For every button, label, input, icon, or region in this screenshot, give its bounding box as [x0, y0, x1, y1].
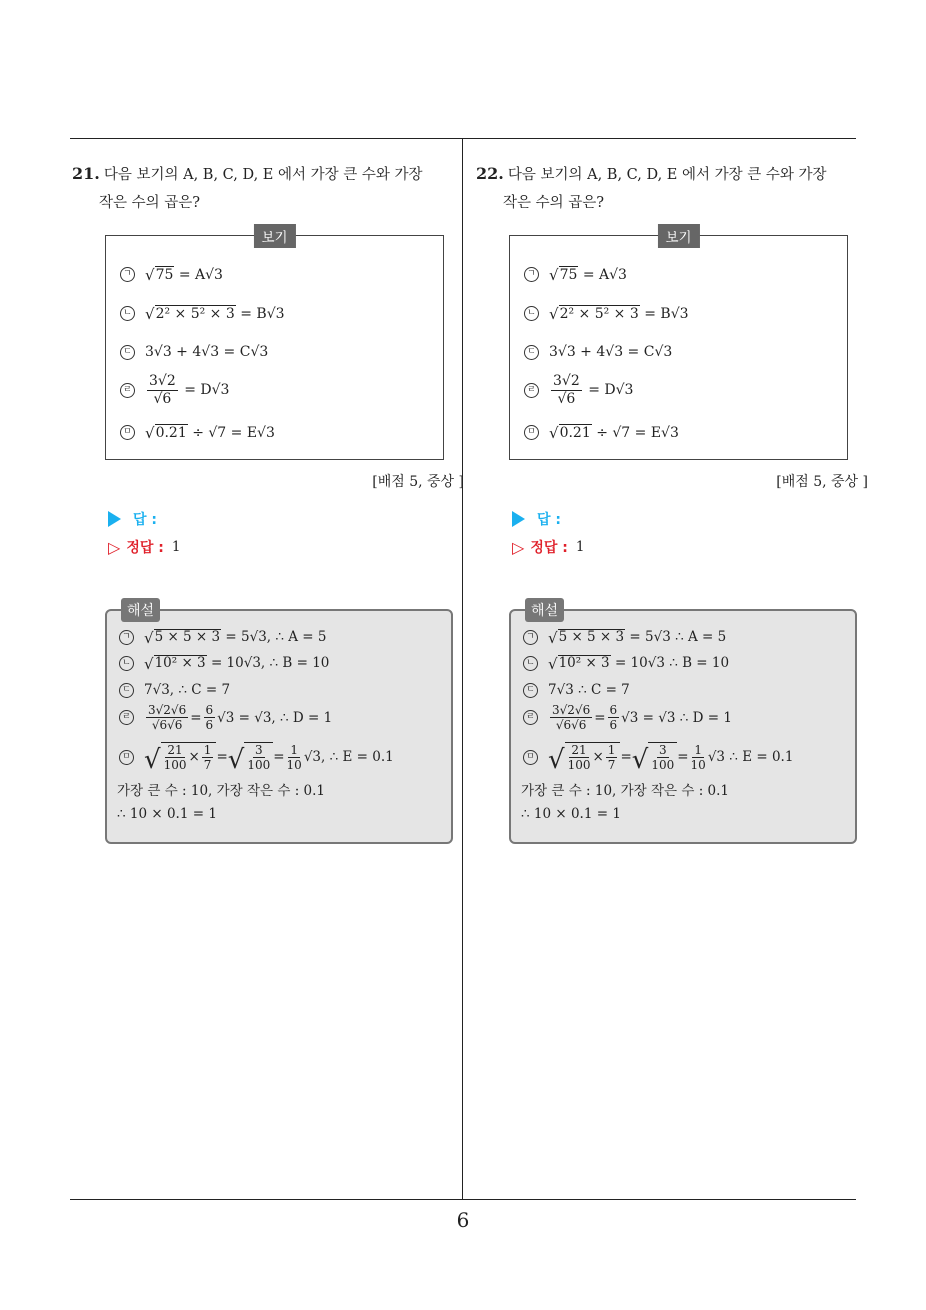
question-text: 다음 보기의 A, B, C, D, E 에서 가장 큰 수와 가장 [507, 167, 827, 183]
explanation-line-c: ㄷ 7√3, ∴ C = 7 [119, 682, 230, 698]
circled-marker-icon: ㄱ [523, 630, 538, 645]
explanation-line-result: ∴ 10 × 0.1 = 1 [117, 806, 217, 822]
explanation-line-d: ㄹ $\frac{3√2√6}{√6√6}$ = $\frac{6}{6}$ √3 = √3 ∴ D = 1 [523, 703, 732, 733]
bogi-item-a: ㄱ √ 75 = A√3 [120, 266, 223, 283]
bogi-item-e: ㅁ √ 0.21 ÷ √7 = E√3 [120, 424, 275, 441]
circled-marker-icon: ㄱ [119, 630, 134, 645]
explanation-line-e: ㅁ √ $\frac{21}{100}$ × $\frac{1}{7}$ = √ $\frac{3}{100}$ = $\frac{1}{10}$ √3, ∴ E = 0.1 [119, 742, 394, 773]
page-number: 6 [456, 1208, 470, 1232]
explanation-box [105, 603, 453, 844]
bogi-label: 보기 [657, 224, 699, 248]
explanation-line-e: ㅁ √ $\frac{21}{100}$ × $\frac{1}{7}$ = √ $\frac{3}{100}$ = $\frac{1}{10}$ √3 ∴ E = 0.1 [523, 742, 793, 773]
circled-marker-icon: ㅁ [120, 425, 135, 440]
circled-marker-icon: ㄱ [120, 267, 135, 282]
question-text-cont: 작은 수의 곱은? [503, 195, 605, 211]
answer-label: 답 : [537, 512, 561, 528]
circled-marker-icon: ㄷ [119, 683, 134, 698]
outline-triangle-icon: ▷ [108, 537, 121, 557]
circled-marker-icon: ㅁ [524, 425, 539, 440]
bogi-item-a: ㄱ √ 75 = A√3 [524, 266, 627, 283]
correct-answer-row [512, 537, 860, 557]
circled-marker-icon: ㄴ [119, 656, 134, 671]
correct-answer-row [108, 537, 456, 557]
circled-marker-icon: ㄷ [120, 345, 135, 360]
explanation-line-b: ㄴ √ 10² × 3 = 10√3, ∴ B = 10 [119, 655, 329, 672]
bogi-item-e: ㅁ √ 0.21 ÷ √7 = E√3 [524, 424, 679, 441]
question-21 [72, 160, 464, 844]
explanation-line-c: ㄷ 7√3 ∴ C = 7 [523, 682, 630, 698]
circled-marker-icon: ㄹ [120, 383, 135, 398]
bogi-box [509, 230, 848, 460]
bogi-item-b: ㄴ √ 2² × 5² × 3 = B√3 [120, 305, 285, 322]
circled-marker-icon: ㄴ [120, 306, 135, 321]
circled-marker-icon: ㄷ [524, 345, 539, 360]
question-number: 22. [476, 164, 504, 183]
play-triangle-icon [108, 511, 121, 527]
circled-marker-icon: ㄹ [523, 710, 538, 725]
answer-label: 답 : [133, 512, 157, 528]
circled-marker-icon: ㅁ [119, 750, 134, 765]
explanation-label: 해설 [525, 598, 564, 622]
bogi-label: 보기 [253, 224, 295, 248]
correct-label: 정답 : [126, 540, 164, 556]
score-label: [배점 5, 중상 ] [372, 474, 464, 490]
circled-marker-icon: ㄴ [524, 306, 539, 321]
bogi-item-c: ㄷ 3√3 + 4√3 = C√3 [524, 344, 672, 360]
header-rule [70, 138, 856, 139]
answer-row [512, 509, 860, 529]
circled-marker-icon: ㄹ [119, 710, 134, 725]
explanation-line-b: ㄴ √ 10² × 3 = 10√3 ∴ B = 10 [523, 655, 729, 672]
bogi-item-b: ㄴ √ 2² × 5² × 3 = B√3 [524, 305, 689, 322]
circled-marker-icon: ㄱ [524, 267, 539, 282]
question-number: 21. [72, 164, 100, 183]
circled-marker-icon: ㅁ [523, 750, 538, 765]
correct-value: 1 [171, 539, 181, 555]
outline-triangle-icon: ▷ [512, 537, 525, 557]
explanation-box [509, 603, 857, 844]
explanation-line-a: ㄱ √ 5 × 5 × 3 = 5√3, ∴ A = 5 [119, 629, 327, 646]
explanation-line-result: ∴ 10 × 0.1 = 1 [521, 806, 621, 822]
bogi-item-c: ㄷ 3√3 + 4√3 = C√3 [120, 344, 268, 360]
explanation-line-summary: 가장 큰 수 : 10, 가장 작은 수 : 0.1 [521, 783, 730, 799]
answer-row [108, 509, 456, 529]
explanation-line-d: ㄹ $\frac{3√2√6}{√6√6}$ = $\frac{6}{6}$ √3 = √3, ∴ D = 1 [119, 703, 332, 733]
correct-label: 정답 : [530, 540, 568, 556]
footer-rule [70, 1199, 856, 1200]
bogi-box [105, 230, 444, 460]
question-22 [476, 160, 868, 844]
question-text: 다음 보기의 A, B, C, D, E 에서 가장 큰 수와 가장 [103, 167, 423, 183]
circled-marker-icon: ㄹ [524, 383, 539, 398]
score-label: [배점 5, 중상 ] [776, 474, 868, 490]
question-text-cont: 작은 수의 곱은? [99, 195, 201, 211]
bogi-item-d: ㄹ $\frac{3√2}{√6}$ = D√3 [524, 373, 633, 408]
bogi-item-d: ㄹ $\frac{3√2}{√6}$ = D√3 [120, 373, 229, 408]
explanation-label: 해설 [121, 598, 160, 622]
explanation-line-summary: 가장 큰 수 : 10, 가장 작은 수 : 0.1 [117, 783, 326, 799]
circled-marker-icon: ㄷ [523, 683, 538, 698]
circled-marker-icon: ㄴ [523, 656, 538, 671]
column-divider [462, 138, 463, 1200]
explanation-line-a: ㄱ √ 5 × 5 × 3 = 5√3 ∴ A = 5 [523, 629, 726, 646]
play-triangle-icon [512, 511, 525, 527]
correct-value: 1 [575, 539, 585, 555]
